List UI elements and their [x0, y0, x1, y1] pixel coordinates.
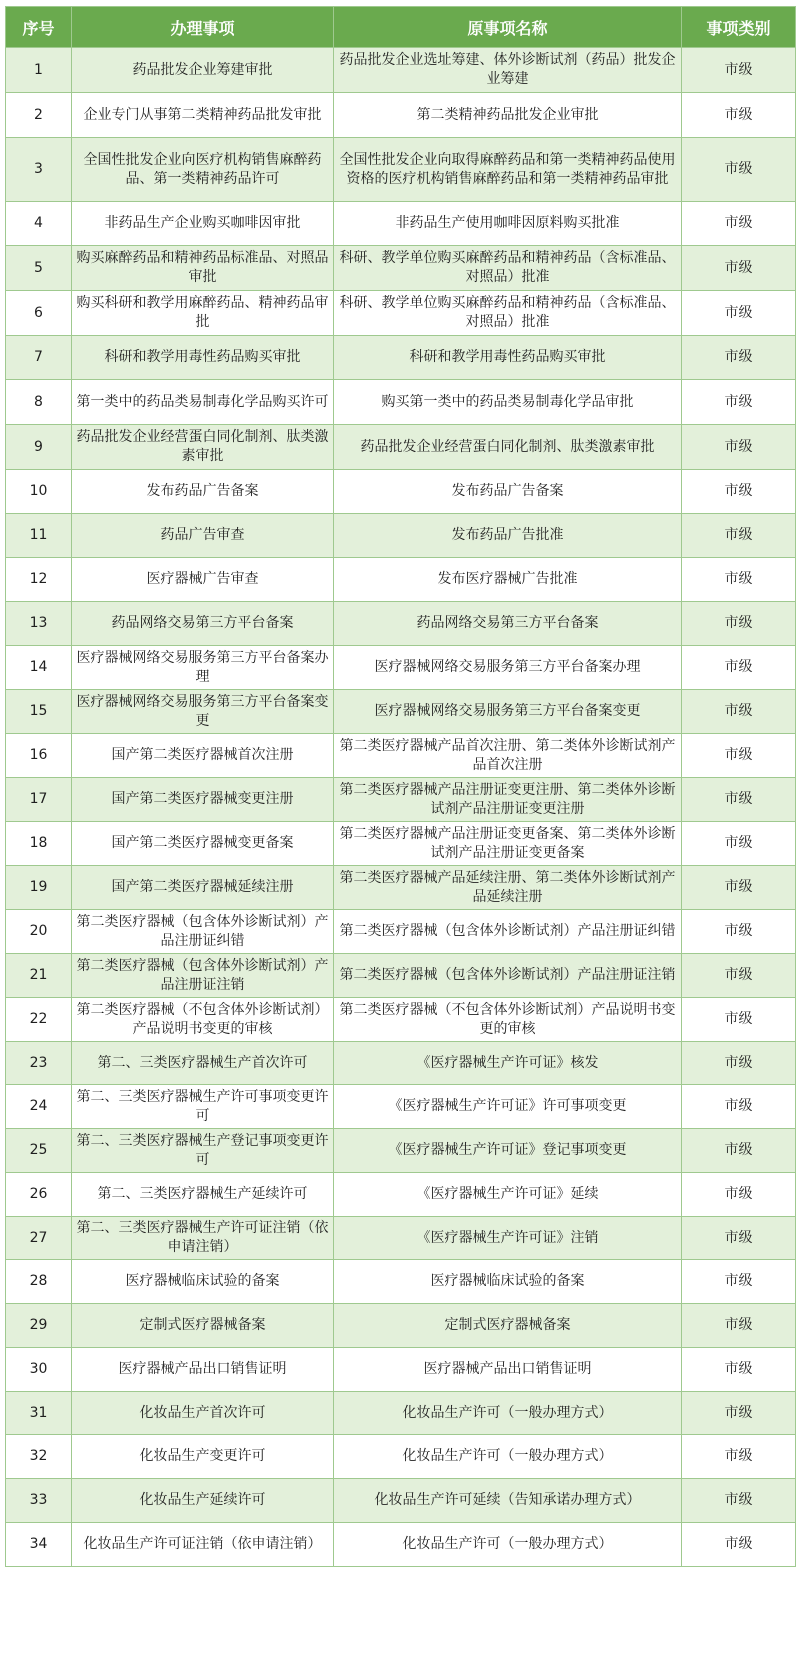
cell-matter: 企业专门从事第二类精神药品批发审批	[72, 93, 334, 138]
cell-serial-no: 5	[6, 246, 72, 291]
cell-original-name: 第二类医疗器械产品注册证变更备案、第二类体外诊断试剂产品注册证变更备案	[334, 822, 682, 866]
cell-category: 市级	[682, 1085, 796, 1129]
cell-serial-no: 25	[6, 1129, 72, 1173]
cell-serial-no: 18	[6, 822, 72, 866]
table-row	[6, 866, 796, 910]
table-row	[6, 1260, 796, 1304]
cell-matter: 第二类医疗器械（包含体外诊断试剂）产品注册证注销	[72, 954, 334, 998]
cell-category: 市级	[682, 1260, 796, 1304]
table-row	[6, 822, 796, 866]
cell-matter: 第二、三类医疗器械生产许可证注销（依申请注销）	[72, 1217, 334, 1260]
cell-serial-no: 33	[6, 1479, 72, 1523]
cell-matter: 科研和教学用毒性药品购买审批	[72, 336, 334, 380]
cell-serial-no: 6	[6, 291, 72, 336]
cell-matter: 医疗器械网络交易服务第三方平台备案办理	[72, 646, 334, 690]
cell-category: 市级	[682, 1304, 796, 1348]
cell-original-name: 第二类医疗器械产品注册证变更注册、第二类体外诊断试剂产品注册证变更注册	[334, 778, 682, 822]
table-row	[6, 954, 796, 998]
table-row	[6, 425, 796, 470]
cell-serial-no: 19	[6, 866, 72, 910]
cell-original-name: 《医疗器械生产许可证》登记事项变更	[334, 1129, 682, 1173]
table-row	[6, 1479, 796, 1523]
cell-original-name: 医疗器械网络交易服务第三方平台备案变更	[334, 690, 682, 734]
cell-serial-no: 26	[6, 1173, 72, 1217]
table-row	[6, 93, 796, 138]
cell-original-name: 第二类医疗器械产品首次注册、第二类体外诊断试剂产品首次注册	[334, 734, 682, 778]
cell-category: 市级	[682, 138, 796, 202]
table-row	[6, 202, 796, 246]
cell-serial-no: 10	[6, 470, 72, 514]
header-original-name: 原事项名称	[334, 7, 682, 48]
cell-matter: 发布药品广告备案	[72, 470, 334, 514]
cell-serial-no: 2	[6, 93, 72, 138]
cell-category: 市级	[682, 1435, 796, 1479]
cell-category: 市级	[682, 380, 796, 425]
cell-serial-no: 24	[6, 1085, 72, 1129]
cell-serial-no: 27	[6, 1217, 72, 1260]
cell-category: 市级	[682, 822, 796, 866]
cell-category: 市级	[682, 1042, 796, 1085]
cell-category: 市级	[682, 1348, 796, 1392]
cell-category: 市级	[682, 778, 796, 822]
cell-matter: 第二、三类医疗器械生产延续许可	[72, 1173, 334, 1217]
table-row	[6, 48, 796, 93]
cell-category: 市级	[682, 470, 796, 514]
cell-category: 市级	[682, 690, 796, 734]
cell-serial-no: 12	[6, 558, 72, 602]
cell-original-name: 第二类精神药品批发企业审批	[334, 93, 682, 138]
cell-serial-no: 14	[6, 646, 72, 690]
cell-original-name: 第二类医疗器械产品延续注册、第二类体外诊断试剂产品延续注册	[334, 866, 682, 910]
cell-original-name: 购买第一类中的药品类易制毒化学品审批	[334, 380, 682, 425]
cell-matter: 非药品生产企业购买咖啡因审批	[72, 202, 334, 246]
table-row	[6, 778, 796, 822]
cell-matter: 国产第二类医疗器械首次注册	[72, 734, 334, 778]
cell-serial-no: 8	[6, 380, 72, 425]
cell-matter: 第一类中的药品类易制毒化学品购买许可	[72, 380, 334, 425]
cell-serial-no: 15	[6, 690, 72, 734]
cell-serial-no: 4	[6, 202, 72, 246]
cell-serial-no: 23	[6, 1042, 72, 1085]
cell-category: 市级	[682, 866, 796, 910]
table-body	[6, 48, 796, 1567]
cell-matter: 第二、三类医疗器械生产首次许可	[72, 1042, 334, 1085]
table-row	[6, 734, 796, 778]
cell-original-name: 化妆品生产许可（一般办理方式）	[334, 1435, 682, 1479]
table-row	[6, 646, 796, 690]
cell-serial-no: 3	[6, 138, 72, 202]
cell-category: 市级	[682, 558, 796, 602]
cell-matter: 第二类医疗器械（不包含体外诊断试剂）产品说明书变更的审核	[72, 998, 334, 1042]
cell-category: 市级	[682, 1479, 796, 1523]
cell-category: 市级	[682, 291, 796, 336]
cell-category: 市级	[682, 1173, 796, 1217]
table-row	[6, 1085, 796, 1129]
table-row	[6, 246, 796, 291]
table-row	[6, 690, 796, 734]
cell-category: 市级	[682, 734, 796, 778]
cell-matter: 国产第二类医疗器械变更备案	[72, 822, 334, 866]
table-row	[6, 1435, 796, 1479]
cell-serial-no: 34	[6, 1523, 72, 1567]
table-row	[6, 910, 796, 954]
cell-matter: 药品批发企业经营蛋白同化制剂、肽类激素审批	[72, 425, 334, 470]
header-serial-no: 序号	[6, 7, 72, 48]
cell-serial-no: 30	[6, 1348, 72, 1392]
header-category: 事项类别	[682, 7, 796, 48]
cell-serial-no: 13	[6, 602, 72, 646]
table-row	[6, 1392, 796, 1435]
cell-original-name: 医疗器械网络交易服务第三方平台备案办理	[334, 646, 682, 690]
cell-original-name: 《医疗器械生产许可证》延续	[334, 1173, 682, 1217]
table-row	[6, 380, 796, 425]
cell-category: 市级	[682, 1217, 796, 1260]
cell-original-name: 药品批发企业经营蛋白同化制剂、肽类激素审批	[334, 425, 682, 470]
cell-category: 市级	[682, 1523, 796, 1567]
cell-matter: 第二、三类医疗器械生产登记事项变更许可	[72, 1129, 334, 1173]
cell-category: 市级	[682, 246, 796, 291]
cell-matter: 药品网络交易第三方平台备案	[72, 602, 334, 646]
table-row	[6, 998, 796, 1042]
cell-serial-no: 29	[6, 1304, 72, 1348]
cell-original-name: 定制式医疗器械备案	[334, 1304, 682, 1348]
cell-matter: 医疗器械临床试验的备案	[72, 1260, 334, 1304]
cell-serial-no: 11	[6, 514, 72, 558]
cell-matter: 全国性批发企业向医疗机构销售麻醉药品、第一类精神药品许可	[72, 138, 334, 202]
table-row	[6, 1173, 796, 1217]
cell-matter: 化妆品生产首次许可	[72, 1392, 334, 1435]
cell-original-name: 非药品生产使用咖啡因原料购买批准	[334, 202, 682, 246]
cell-matter: 药品批发企业筹建审批	[72, 48, 334, 93]
cell-matter: 定制式医疗器械备案	[72, 1304, 334, 1348]
cell-matter: 国产第二类医疗器械变更注册	[72, 778, 334, 822]
table-row	[6, 1523, 796, 1567]
cell-serial-no: 9	[6, 425, 72, 470]
cell-original-name: 第二类医疗器械（包含体外诊断试剂）产品注册证注销	[334, 954, 682, 998]
cell-category: 市级	[682, 998, 796, 1042]
cell-matter: 国产第二类医疗器械延续注册	[72, 866, 334, 910]
cell-category: 市级	[682, 202, 796, 246]
table-row	[6, 291, 796, 336]
cell-category: 市级	[682, 602, 796, 646]
cell-original-name: 科研和教学用毒性药品购买审批	[334, 336, 682, 380]
cell-category: 市级	[682, 93, 796, 138]
cell-serial-no: 31	[6, 1392, 72, 1435]
cell-original-name: 《医疗器械生产许可证》核发	[334, 1042, 682, 1085]
cell-category: 市级	[682, 514, 796, 558]
cell-matter: 购买科研和教学用麻醉药品、精神药品审批	[72, 291, 334, 336]
cell-original-name: 发布医疗器械广告批准	[334, 558, 682, 602]
cell-original-name: 科研、教学单位购买麻醉药品和精神药品（含标准品、对照品）批准	[334, 291, 682, 336]
cell-serial-no: 7	[6, 336, 72, 380]
cell-original-name: 化妆品生产许可（一般办理方式）	[334, 1523, 682, 1567]
cell-original-name: 发布药品广告备案	[334, 470, 682, 514]
cell-category: 市级	[682, 48, 796, 93]
cell-matter: 医疗器械产品出口销售证明	[72, 1348, 334, 1392]
cell-original-name: 医疗器械临床试验的备案	[334, 1260, 682, 1304]
cell-matter: 第二类医疗器械（包含体外诊断试剂）产品注册证纠错	[72, 910, 334, 954]
cell-original-name: 科研、教学单位购买麻醉药品和精神药品（含标准品、对照品）批准	[334, 246, 682, 291]
cell-matter: 化妆品生产许可证注销（依申请注销）	[72, 1523, 334, 1567]
cell-original-name: 药品网络交易第三方平台备案	[334, 602, 682, 646]
cell-matter: 化妆品生产延续许可	[72, 1479, 334, 1523]
table-row	[6, 138, 796, 202]
cell-original-name: 全国性批发企业向取得麻醉药品和第一类精神药品使用资格的医疗机构销售麻醉药品和第一类精神药品审批	[334, 138, 682, 202]
cell-matter: 购买麻醉药品和精神药品标准品、对照品审批	[72, 246, 334, 291]
cell-serial-no: 22	[6, 998, 72, 1042]
cell-original-name: 医疗器械产品出口销售证明	[334, 1348, 682, 1392]
cell-original-name: 第二类医疗器械（不包含体外诊断试剂）产品说明书变更的审核	[334, 998, 682, 1042]
cell-serial-no: 21	[6, 954, 72, 998]
table-row	[6, 514, 796, 558]
header-matter: 办理事项	[72, 7, 334, 48]
cell-original-name: 《医疗器械生产许可证》注销	[334, 1217, 682, 1260]
cell-serial-no: 28	[6, 1260, 72, 1304]
table-row	[6, 1348, 796, 1392]
matters-table	[5, 6, 796, 1567]
cell-matter: 医疗器械网络交易服务第三方平台备案变更	[72, 690, 334, 734]
cell-matter: 药品广告审查	[72, 514, 334, 558]
cell-original-name: 化妆品生产许可延续（告知承诺办理方式）	[334, 1479, 682, 1523]
cell-original-name: 药品批发企业选址筹建、体外诊断试剂（药品）批发企业筹建	[334, 48, 682, 93]
cell-original-name: 《医疗器械生产许可证》许可事项变更	[334, 1085, 682, 1129]
cell-serial-no: 32	[6, 1435, 72, 1479]
table-row	[6, 558, 796, 602]
header-row	[6, 7, 796, 48]
table-row	[6, 1304, 796, 1348]
cell-serial-no: 20	[6, 910, 72, 954]
cell-category: 市级	[682, 954, 796, 998]
cell-serial-no: 1	[6, 48, 72, 93]
cell-category: 市级	[682, 646, 796, 690]
table-row	[6, 602, 796, 646]
cell-serial-no: 16	[6, 734, 72, 778]
cell-matter: 第二、三类医疗器械生产许可事项变更许可	[72, 1085, 334, 1129]
cell-category: 市级	[682, 336, 796, 380]
cell-category: 市级	[682, 1392, 796, 1435]
cell-category: 市级	[682, 425, 796, 470]
cell-matter: 医疗器械广告审查	[72, 558, 334, 602]
table-header	[6, 7, 796, 48]
table-row	[6, 1042, 796, 1085]
cell-original-name: 第二类医疗器械（包含体外诊断试剂）产品注册证纠错	[334, 910, 682, 954]
cell-matter: 化妆品生产变更许可	[72, 1435, 334, 1479]
table-row	[6, 1129, 796, 1173]
cell-category: 市级	[682, 910, 796, 954]
cell-original-name: 发布药品广告批准	[334, 514, 682, 558]
cell-serial-no: 17	[6, 778, 72, 822]
table-row	[6, 470, 796, 514]
cell-category: 市级	[682, 1129, 796, 1173]
table-row	[6, 1217, 796, 1260]
cell-original-name: 化妆品生产许可（一般办理方式）	[334, 1392, 682, 1435]
table-row	[6, 336, 796, 380]
